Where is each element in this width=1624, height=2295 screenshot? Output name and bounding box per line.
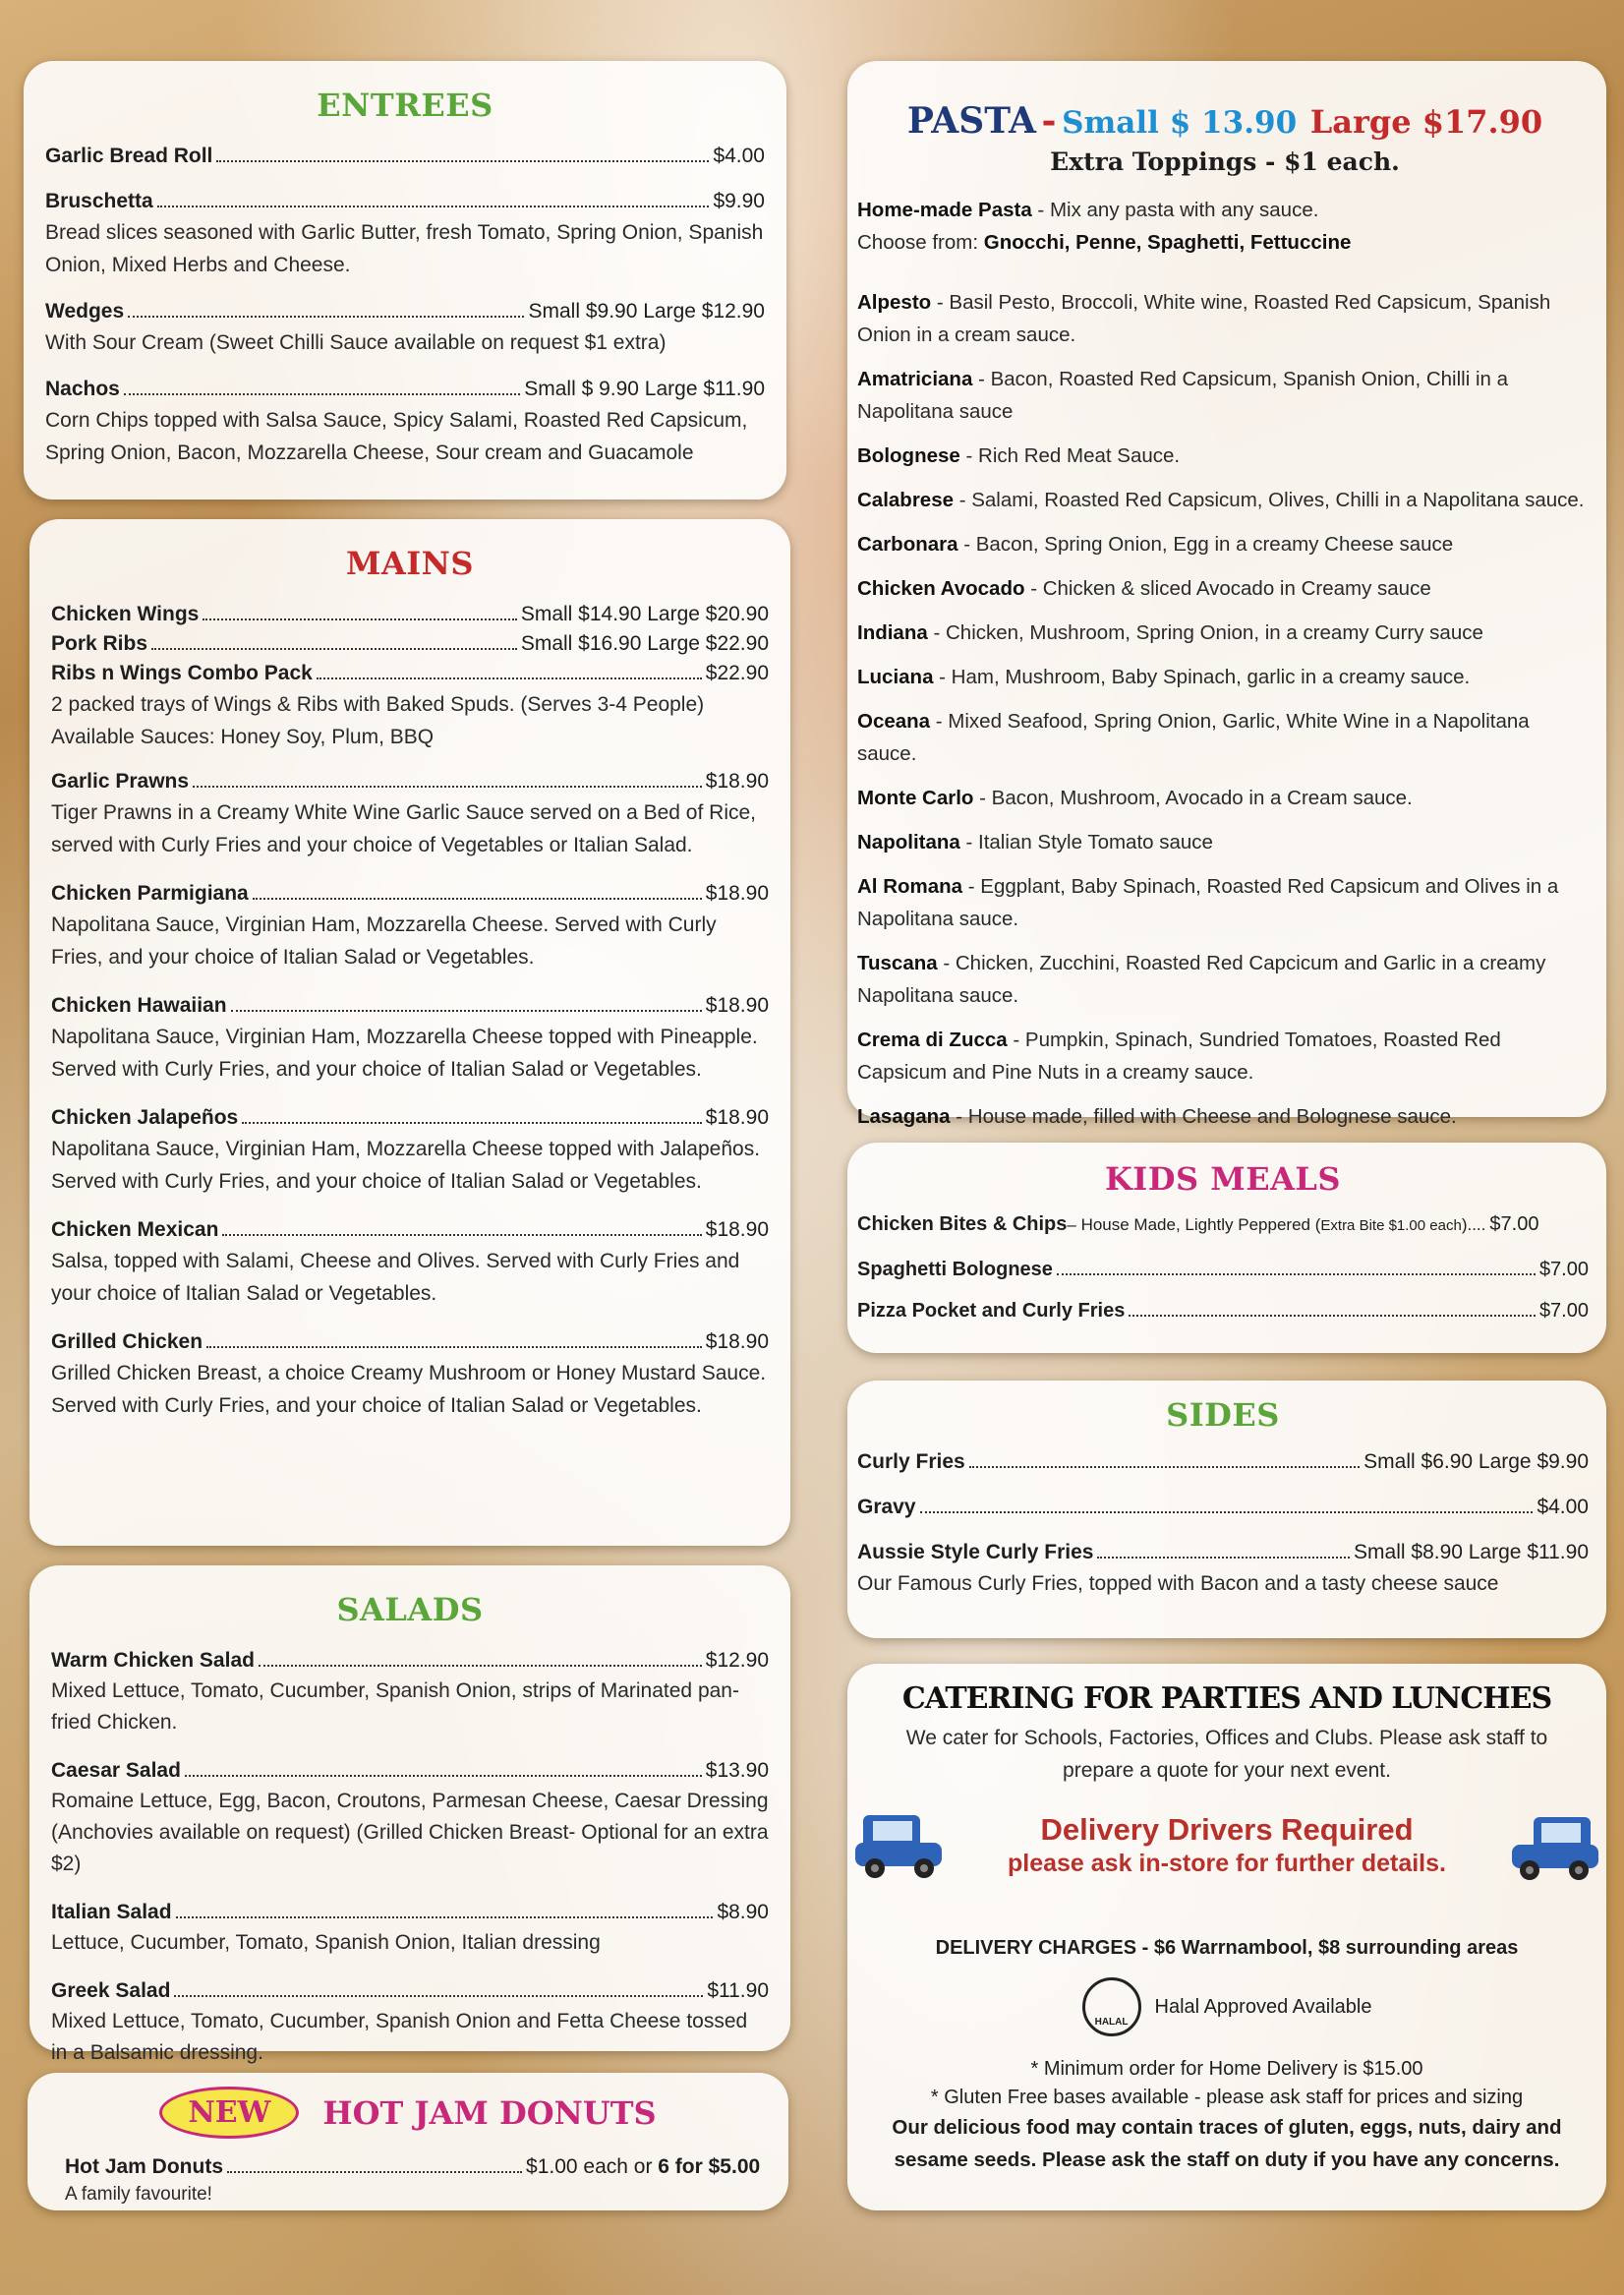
item-name: Garlic Prawns	[51, 770, 190, 793]
drivers-title: Delivery Drivers Required	[1040, 1812, 1414, 1847]
item-price: $11.90	[707, 1979, 769, 2002]
pasta-homemade	[857, 194, 1593, 259]
leader-dots	[920, 1511, 1534, 1513]
item-name: Curly Fries	[857, 1450, 965, 1473]
leader-dots	[185, 1775, 702, 1777]
leader-dots	[216, 160, 709, 162]
item-name: Spaghetti Bolognese	[857, 1259, 1053, 1280]
menu-item-chicken-jalapen-os	[51, 1103, 769, 1198]
item-name: Caesar Salad	[51, 1759, 181, 1782]
item-desc: - Mixed Seafood, Spring Onion, Garlic, White Wine in a Napolitana sauce.	[857, 710, 1530, 765]
item-name: Pork Ribs	[51, 632, 148, 655]
menu-item-chicken-hawaiian	[51, 991, 769, 1086]
choose-label: Choose from:	[857, 231, 984, 254]
item-desc-sauces: Available Sauces: Honey Soy, Plum, BBQ	[51, 726, 435, 748]
kids-panel	[847, 1143, 1606, 1353]
extra-bite-note: Extra Bite $1.00 each	[1320, 1217, 1462, 1234]
menu-item-greek-salad	[51, 1976, 769, 2069]
menu-item-pizza-pocket-and-curly-fries	[857, 1296, 1589, 1325]
pasta-item-napolitana	[857, 826, 1593, 858]
donuts-panel	[28, 2073, 788, 2210]
mains-panel	[29, 519, 790, 1546]
item-desc: - Basil Pesto, Broccoli, White wine, Roasted Red Capsicum, Spanish Onion in a cream sauce.	[857, 291, 1551, 346]
item-price: $7.00	[1489, 1213, 1539, 1235]
kids-list	[857, 1255, 1589, 1325]
item-name: Chicken Wings	[51, 603, 200, 625]
catering-panel	[847, 1664, 1606, 2210]
menu-item-hot-jam-donuts	[49, 2152, 792, 2182]
car-left-icon	[851, 1805, 950, 1884]
item-desc: - Eggplant, Baby Spinach, Roasted Red Capsicum and Olives in a Napolitana sauce.	[857, 875, 1559, 930]
pasta-item-calabrese	[857, 484, 1593, 516]
item-name: Chicken Avocado	[857, 577, 1025, 600]
catering-heading: CATERING FOR PARTIES AND LUNCHES	[901, 1681, 1552, 1716]
item-name: Indiana	[857, 621, 928, 644]
item-name: Aussie Style Curly Fries	[857, 1541, 1094, 1563]
leader-dots	[242, 1122, 702, 1124]
item-price: $12.90	[705, 1649, 769, 1672]
menu-item-caesar-salad	[51, 1756, 769, 1880]
entrees-panel	[24, 61, 786, 500]
pasta-item-luciana	[857, 661, 1593, 693]
menu-item-nachos	[45, 375, 765, 469]
menu-item-warm-chicken-salad	[51, 1646, 769, 1738]
pasta-panel	[847, 61, 1606, 1128]
pasta-types: Gnocchi, Penne, Spaghetti, Fettuccine	[983, 231, 1352, 254]
item-desc: Corn Chips topped with Salsa Sauce, Spicy Salami, Roasted Red Capsicum, Spring Onion, Bacon, Mozzarella Cheese, Sour cream and Guacamole	[45, 409, 748, 464]
item-name: Greek Salad	[51, 1979, 171, 2002]
menu-item-chicken-bites: Chicken Bites & Chips – House Made, Lightly Peppered (Extra Bite $1.00 each).... $7.00	[857, 1209, 1589, 1241]
item-desc: Grilled Chicken Breast, a choice Creamy Mushroom or Honey Mustard Sauce. Served with Curly Fries, and your choice of Italian Salad or Vegetables.	[51, 1362, 767, 1417]
item-name: Wedges	[45, 300, 125, 323]
pasta-heading: PASTA - Small $ 13.90 Large $17.90	[906, 100, 1543, 142]
salads-panel	[29, 1565, 790, 2064]
catering-desc: We cater for Schools, Factories, Offices and Clubs. Please ask staff to prepare a quote for your next event.	[905, 1727, 1548, 1782]
entrees-list	[45, 142, 765, 469]
pasta-item-monte-carlo	[857, 782, 1593, 814]
item-name: Garlic Bread Roll	[45, 145, 213, 167]
item-price: $9.90	[713, 190, 765, 212]
kids-heading: KIDS MEALS	[1104, 1160, 1342, 1198]
item-price: $7.00	[1538, 1300, 1589, 1322]
item-name: Pizza Pocket and Curly Fries	[857, 1300, 1126, 1322]
item-name: Nachos	[45, 378, 120, 400]
item-price: $18.90	[705, 1106, 769, 1129]
pasta-item-indiana	[857, 617, 1593, 649]
item-price: $18.90	[705, 770, 769, 793]
item-desc: - Bacon, Mushroom, Avocado in a Cream sauce.	[973, 787, 1413, 809]
leader-dots	[317, 677, 702, 679]
item-desc: Napolitana Sauce, Virginian Ham, Mozzarella Cheese topped with Pineapple. Served with Curly Fries, and your choice of Italian Salad or Vegetables.	[51, 1026, 758, 1081]
item-desc: - Mix any pasta with any sauce.	[1031, 199, 1319, 221]
menu-item-bruschetta	[45, 187, 765, 281]
item-desc: Napolitana Sauce, Virginian Ham, Mozzarella Cheese topped with Jalapeños. Served with Curly Fries, and your choice of Italian Salad or Vegetables.	[51, 1138, 761, 1193]
item-desc: - Pumpkin, Spinach, Sundried Tomatoes, Roasted Red Capsicum and Pine Nuts in a creamy sauce.	[857, 1029, 1501, 1084]
gluten-free-note: * Gluten Free bases available - please ask staff for prices and sizing	[930, 2087, 1524, 2108]
pasta-item-crema-di-zucca	[857, 1024, 1593, 1089]
item-name: Warm Chicken Salad	[51, 1649, 255, 1672]
item-price: $8.90	[717, 1901, 769, 1923]
item-name: Lasagana	[857, 1105, 951, 1128]
leader-dots	[124, 393, 520, 395]
item-name: Chicken Parmigiana	[51, 882, 249, 905]
leader-dots	[203, 618, 516, 620]
menu-item-garlic-prawns	[51, 767, 769, 861]
item-name: Bolognese	[857, 444, 960, 467]
item-desc: A family favourite!	[65, 2184, 212, 2205]
item-desc: - Rich Red Meat Sauce.	[959, 444, 1181, 467]
item-desc: Salsa, topped with Salami, Cheese and Olives. Served with Curly Fries and your choice of Italian Salad or Vegetables.	[51, 1250, 740, 1305]
item-name: Bruschetta	[45, 190, 153, 212]
pasta-toppings: Extra Toppings - $1 each.	[1050, 147, 1400, 176]
item-price: Small $9.90 Large $12.90	[528, 300, 765, 323]
item-desc: - Salami, Roasted Red Capsicum, Olives, Chilli in a Napolitana sauce.	[954, 489, 1585, 511]
menu-item-grilled-chicken	[51, 1327, 769, 1422]
halal-row	[861, 1977, 1593, 2036]
item-name: Hot Jam Donuts	[65, 2155, 224, 2178]
leader-dots	[227, 2171, 522, 2173]
leader-dots	[157, 206, 710, 207]
item-desc: Mixed Lettuce, Tomato, Cucumber, Spanish Onion, strips of Marinated pan-fried Chicken.	[51, 1679, 739, 1734]
minimum-order: * Minimum order for Home Delivery is $15.00	[1030, 2058, 1423, 2080]
item-desc: - Chicken, Mushroom, Spring Onion, in a creamy Curry sauce	[927, 621, 1483, 644]
leader-dots	[231, 1010, 702, 1012]
item-desc: - Bacon, Roasted Red Capsicum, Spanish Onion, Chilli in a Napolitana sauce	[857, 368, 1509, 423]
leader-dots	[259, 1665, 702, 1667]
item-price: Small $16.90 Large $22.90	[520, 632, 769, 655]
pasta-item-bolognese	[857, 440, 1593, 472]
leader-dots	[1057, 1273, 1536, 1275]
item-price: $4.00	[713, 145, 765, 167]
item-price: Small $14.90 Large $20.90	[520, 603, 769, 625]
pasta-title: PASTA	[906, 100, 1036, 142]
item-desc: 2 packed trays of Wings & Ribs with Baked Spuds. (Serves 3-4 People)	[51, 693, 705, 716]
item-price: Small $6.90 Large $9.90	[1363, 1450, 1589, 1473]
item-name: Ribs n Wings Combo Pack	[51, 662, 313, 684]
leader-dots	[253, 898, 702, 900]
sides-heading: SIDES	[1166, 1396, 1280, 1434]
item-desc: - Bacon, Spring Onion, Egg in a creamy Cheese sauce	[957, 533, 1454, 556]
new-badge: NEW	[159, 2087, 299, 2139]
pasta-item-chicken-avocado	[857, 572, 1593, 605]
item-name: Chicken Bites & Chips	[857, 1213, 1068, 1235]
salads-heading: SALADS	[336, 1591, 484, 1628]
allergy-note: Our delicious food may contain traces of gluten, eggs, nuts, dairy and sesame seeds. Please ask the staff on duty if you have any concerns.	[892, 2116, 1562, 2171]
menu-item-chicken-wings	[51, 600, 769, 629]
item-name: Home-made Pasta	[857, 199, 1032, 221]
menu-item-curly-fries	[857, 1447, 1589, 1477]
pasta-item-lasagana	[857, 1100, 1593, 1133]
donuts-heading: HOT JAM DONUTS	[322, 2093, 657, 2132]
menu-item-garlic-bread-roll	[45, 142, 765, 171]
item-name: Al Romana	[857, 875, 963, 898]
leader-dots	[969, 1466, 1360, 1468]
mains-heading: MAINS	[345, 545, 475, 582]
item-name: Crema di Zucca	[857, 1029, 1008, 1051]
halal-icon	[1082, 1977, 1141, 2036]
menu-item-pork-ribs	[51, 629, 769, 659]
item-desc: - Italian Style Tomato sauce	[959, 831, 1213, 853]
item-price: $18.90	[705, 994, 769, 1017]
menu-item-italian-salad	[51, 1898, 769, 1959]
item-name: Chicken Jalapeños	[51, 1106, 239, 1129]
item-name: Grilled Chicken	[51, 1330, 203, 1353]
leader-dots	[222, 1234, 701, 1236]
item-price: $7.00	[1538, 1259, 1589, 1280]
pasta-item-amatriciana	[857, 363, 1593, 428]
leader-dots	[174, 1995, 703, 1997]
item-desc: With Sour Cream (Sweet Chilli Sauce available on request $1 extra)	[45, 331, 667, 354]
item-desc: Our Famous Curly Fries, topped with Bacon and a tasty cheese sauce	[857, 1572, 1499, 1595]
delivery-charges: DELIVERY CHARGES - $6 Warrnambool, $8 surrounding areas	[935, 1937, 1519, 1959]
item-name: Alpesto	[857, 291, 932, 314]
item-name: Gravy	[857, 1496, 916, 1518]
item-name: Oceana	[857, 710, 931, 733]
item-price: $13.90	[705, 1759, 769, 1782]
pasta-item-alpesto	[857, 286, 1593, 351]
leader-dots	[128, 316, 524, 318]
item-price: $4.00	[1537, 1496, 1589, 1518]
leader-dots	[176, 1916, 714, 1918]
pasta-item-al-romana	[857, 870, 1593, 935]
item-price-deal: 6 for $5.00	[658, 2155, 761, 2178]
menu-item-wedges	[45, 297, 765, 359]
halal-badge-text: HALAL	[1094, 2017, 1129, 2028]
item-price: Small $ 9.90 Large $11.90	[524, 378, 765, 400]
pasta-item-tuscana	[857, 947, 1593, 1012]
item-name: Italian Salad	[51, 1901, 172, 1923]
entrees-heading: ENTREES	[317, 87, 493, 124]
leader-dots	[206, 1346, 702, 1348]
drivers-sub: please ask in-store for further details.	[1008, 1850, 1446, 1877]
sides-panel	[847, 1381, 1606, 1638]
item-name: Tuscana	[857, 952, 938, 974]
pasta-small-price: Small $ 13.90	[1062, 105, 1298, 141]
item-desc: - Ham, Mushroom, Baby Spinach, garlic in a creamy sauce.	[933, 666, 1471, 688]
pasta-large-price: Large $17.90	[1309, 103, 1543, 141]
salads-list	[51, 1646, 769, 2069]
item-desc: Romaine Lettuce, Egg, Bacon, Croutons, Parmesan Cheese, Caesar Dressing (Anchovies available on request) (Grilled Chicken Breast- Optional for an extra $2)	[51, 1790, 769, 1875]
item-name: Chicken Mexican	[51, 1218, 219, 1241]
leader-dots	[151, 648, 517, 650]
pasta-list	[857, 286, 1593, 1133]
item-name: Luciana	[857, 666, 934, 688]
item-name: Chicken Hawaiian	[51, 994, 227, 1017]
item-name: Napolitana	[857, 831, 960, 853]
pasta-item-oceana	[857, 705, 1593, 770]
mains-list	[51, 767, 769, 1422]
item-name: Carbonara	[857, 533, 958, 556]
item-price: $18.90	[705, 882, 769, 905]
halal-text: Halal Approved Available	[1154, 1995, 1372, 2018]
menu-item-chicken-parmigiana	[51, 879, 769, 973]
item-price: $18.90	[705, 1218, 769, 1241]
menu-item-aussie-style-curly-fries	[857, 1538, 1589, 1600]
leader-dots	[193, 786, 702, 788]
item-name: Calabrese	[857, 489, 955, 511]
item-price: $18.90	[705, 1330, 769, 1353]
item-price: $1.00 each or	[526, 2155, 659, 2178]
item-desc: - Chicken & sliced Avocado in Creamy sauce	[1024, 577, 1431, 600]
item-name: Amatriciana	[857, 368, 973, 390]
menu-item-combo-pack	[51, 659, 769, 753]
sides-list	[857, 1447, 1589, 1600]
item-desc: Bread slices seasoned with Garlic Butter, fresh Tomato, Spring Onion, Spanish Onion, Mixed Herbs and Cheese.	[45, 221, 764, 276]
item-price: $22.90	[705, 662, 769, 684]
item-desc: Tiger Prawns in a Creamy White Wine Garlic Sauce served on a Bed of Rice, served with Curly Fries and your choice of Vegetables or Italian Salad.	[51, 801, 757, 856]
item-desc: - House made, filled with Cheese and Bolognese sauce.	[950, 1105, 1457, 1128]
menu-item-gravy	[857, 1493, 1589, 1522]
menu-item-spaghetti-bolognese	[857, 1255, 1589, 1284]
car-right-icon	[1504, 1807, 1602, 1886]
leader-dots	[1097, 1557, 1350, 1559]
item-desc: Napolitana Sauce, Virginian Ham, Mozzarella Cheese. Served with Curly Fries, and your choice of Italian Salad or Vegetables.	[51, 913, 717, 969]
menu-item-chicken-mexican	[51, 1215, 769, 1310]
leader-dots	[1129, 1315, 1536, 1317]
item-desc: Mixed Lettuce, Tomato, Cucumber, Spanish Onion and Fetta Cheese tossed in a Balsamic dressing.	[51, 2010, 748, 2064]
pasta-item-carbonara	[857, 528, 1593, 560]
item-desc: Lettuce, Cucumber, Tomato, Spanish Onion, Italian dressing	[51, 1931, 601, 1954]
item-desc: - Chicken, Zucchini, Roasted Red Capcicum and Garlic in a creamy Napolitana sauce.	[857, 952, 1546, 1007]
item-price: Small $8.90 Large $11.90	[1354, 1541, 1589, 1563]
item-name: Monte Carlo	[857, 787, 974, 809]
